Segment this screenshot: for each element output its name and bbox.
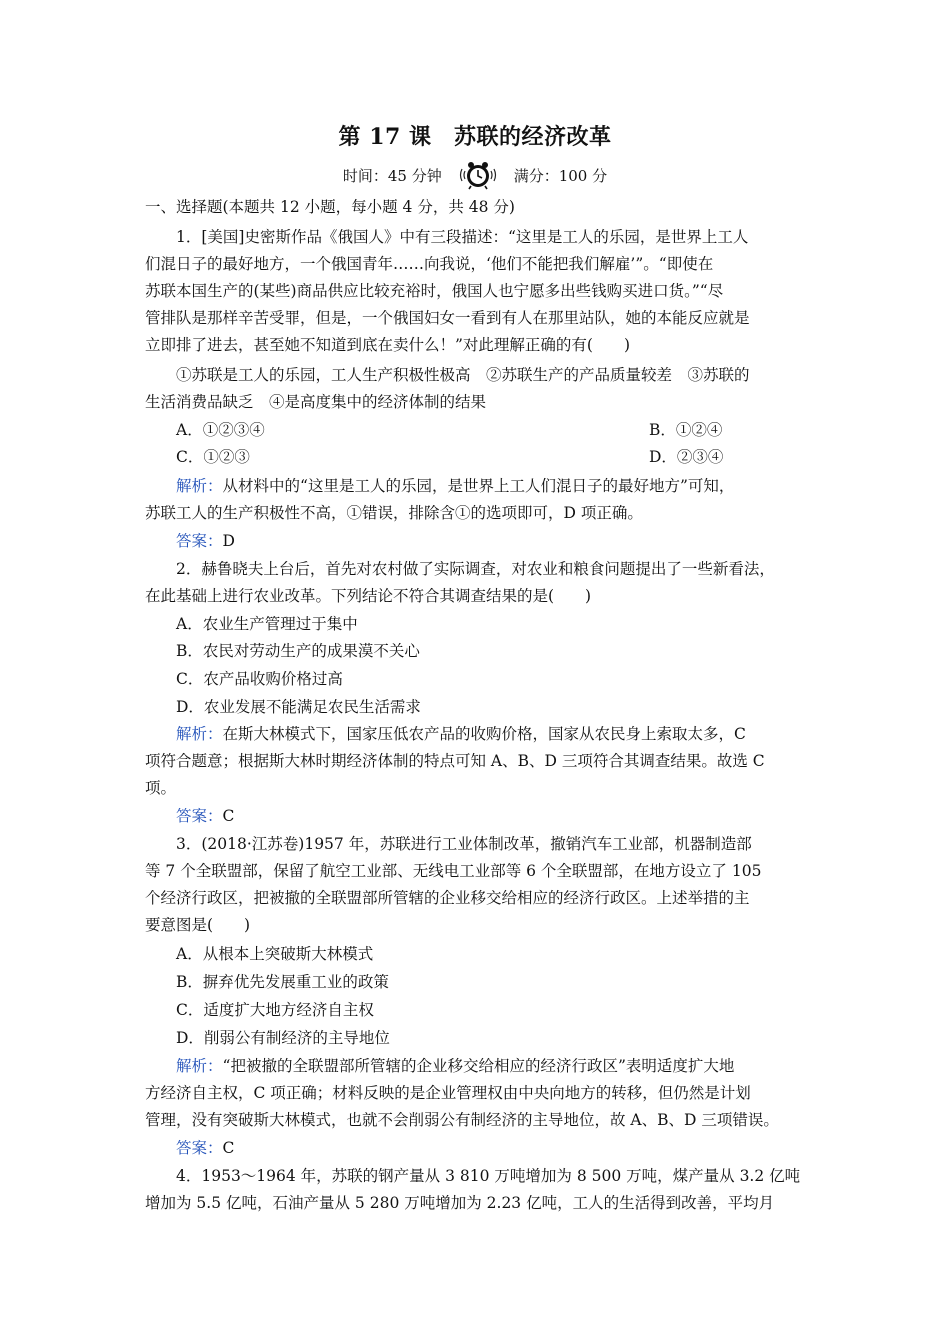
full-score: 满分：100 分: [513, 166, 608, 185]
q2-answer-label: 答案：: [176, 807, 223, 825]
lesson-title: 第 17 课 苏联的经济改革: [338, 124, 612, 150]
q3-line-3: 个经济行政区，把被撤的全联盟部所管辖的企业移交给相应的经济行政区。上述举措的主: [145, 889, 750, 907]
q3-analysis-3: 管理，没有突破斯大林模式，也就不会削弱公有制经济的主导地位，故 A、B、D 三项错误。: [145, 1111, 779, 1129]
q3-option-d: D．削弱公有制经济的主导地位: [176, 1029, 390, 1047]
q3-line-4: 要意图是( ): [145, 916, 251, 934]
q1-analysis-label: 解析：: [176, 477, 223, 495]
q3-analysis-2: 方经济自主权，C 项正确；材料反映的是企业管理权由中央向地方的转移，但仍然是计划: [145, 1084, 751, 1102]
exam-meta: [0, 160, 950, 190]
q4-line-2: 增加为 5.5 亿吨，石油产量从 5 280 万吨增加为 2.23 亿吨，工人的生活得到改善，平均月: [145, 1194, 775, 1212]
q3-line-2: 等 7 个全联盟部，保留了航空工业部、无线电工业部等 6 个全联盟部，在地方设立了 105: [145, 862, 762, 880]
q1-items-2: 生活消费品缺乏 ④是高度集中的经济体制的结果: [145, 393, 487, 411]
q1-options-row-2: [176, 447, 841, 467]
q3-analysis-text: “把被撤的全联盟部所管辖的企业移交给相应的经济行政区”表明适度扩大地: [222, 1057, 735, 1075]
q3-answer: [176, 1138, 841, 1158]
q2-option-c: C．农产品收购价格过高: [176, 670, 343, 688]
q1-option-a: A．①②③④: [176, 421, 265, 439]
q3-option-c: C．适度扩大地方经济自主权: [176, 1001, 374, 1019]
q3-option-b: B．摒弃优先发展重工业的政策: [176, 973, 389, 991]
q2-option-a: A．农业生产管理过于集中: [176, 615, 358, 633]
time-limit: 时间：45 分钟: [342, 166, 442, 185]
alarm-clock-icon: [456, 160, 500, 190]
q1-line-1: 1．[美国]史密斯作品《俄国人》中有三段描述：“这里是工人的乐园，是世界上工人: [176, 228, 749, 246]
q1-option-c: C．①②③: [176, 448, 250, 466]
q3-answer-value: C: [222, 1139, 235, 1157]
q1-analysis: [176, 476, 841, 496]
section-heading: 一、选择题(本题共 12 小题，每小题 4 分，共 48 分): [145, 198, 515, 216]
q1-answer-value: D: [222, 532, 235, 550]
q2-answer: [176, 806, 841, 826]
q1-answer: [176, 531, 841, 551]
q2-answer-value: C: [222, 807, 235, 825]
q2-analysis-text: 在斯大林模式下，国家压低农产品的收购价格，国家从农民身上索取太多，C: [222, 725, 746, 743]
q3-line-1: 3．(2018·江苏卷)1957 年，苏联进行工业体制改革，撤销汽车工业部，机器制造部: [176, 835, 752, 853]
q2-analysis-label: 解析：: [176, 725, 223, 743]
q2-line-2: 在此基础上进行农业改革。下列结论不符合其调查结果的是( ): [145, 587, 592, 605]
q1-analysis-2: 苏联工人的生产积极性不高，①错误，排除含①的选项即可，D 项正确。: [145, 504, 643, 522]
q2-analysis-2: 项符合题意；根据斯大林时期经济体制的特点可知 A、B、D 三项符合其调查结果。故选 C: [145, 752, 765, 770]
q1-options-row-1: [176, 420, 841, 440]
q2-option-d: D．农业发展不能满足农民生活需求: [176, 698, 421, 716]
q3-analysis-label: 解析：: [176, 1057, 223, 1075]
q1-option-d: D．②③④: [649, 448, 724, 466]
q1-answer-label: 答案：: [176, 532, 223, 550]
q2-line-1: 2．赫鲁晓夫上台后，首先对农村做了实际调查，对农业和粮食问题提出了一些新看法，: [176, 560, 775, 578]
q1-items-1: ①苏联是工人的乐园，工人生产积极性极高 ②苏联生产的产品质量较差 ③苏联的: [176, 366, 750, 384]
q2-analysis-3: 项。: [145, 779, 177, 797]
q1-analysis-text: 从材料中的“这里是工人的乐园，是世界上工人们混日子的最好地方”可知，: [222, 477, 735, 495]
q2-analysis: [176, 724, 841, 744]
q4-line-1: 4．1953～1964 年，苏联的钢产量从 3 810 万吨增加为 8 500 万吨，煤产量从 3.2 亿吨: [176, 1167, 801, 1185]
q2-option-b: B．农民对劳动生产的成果漠不关心: [176, 642, 420, 660]
q3-option-a: A．从根本上突破斯大林模式: [176, 945, 374, 963]
q1-line-4: 管排队是那样辛苦受罪，但是，一个俄国妇女一看到有人在那里站队，她的本能反应就是: [145, 309, 750, 327]
q3-answer-label: 答案：: [176, 1139, 223, 1157]
q1-option-b: B．①②④: [649, 421, 723, 439]
q1-line-5: 立即排了进去，甚至她不知道到底在卖什么！”对此理解正确的有( ): [145, 336, 631, 354]
q1-line-2: 们混日子的最好地方，一个俄国青年……向我说，‘他们不能把我们解雇’”。“即使在: [145, 255, 714, 273]
q1-line-3: 苏联本国生产的(某些)商品供应比较充裕时，俄国人也宁愿多出些钱购买进口货。”“尽: [145, 282, 724, 300]
q3-analysis: [176, 1056, 841, 1076]
